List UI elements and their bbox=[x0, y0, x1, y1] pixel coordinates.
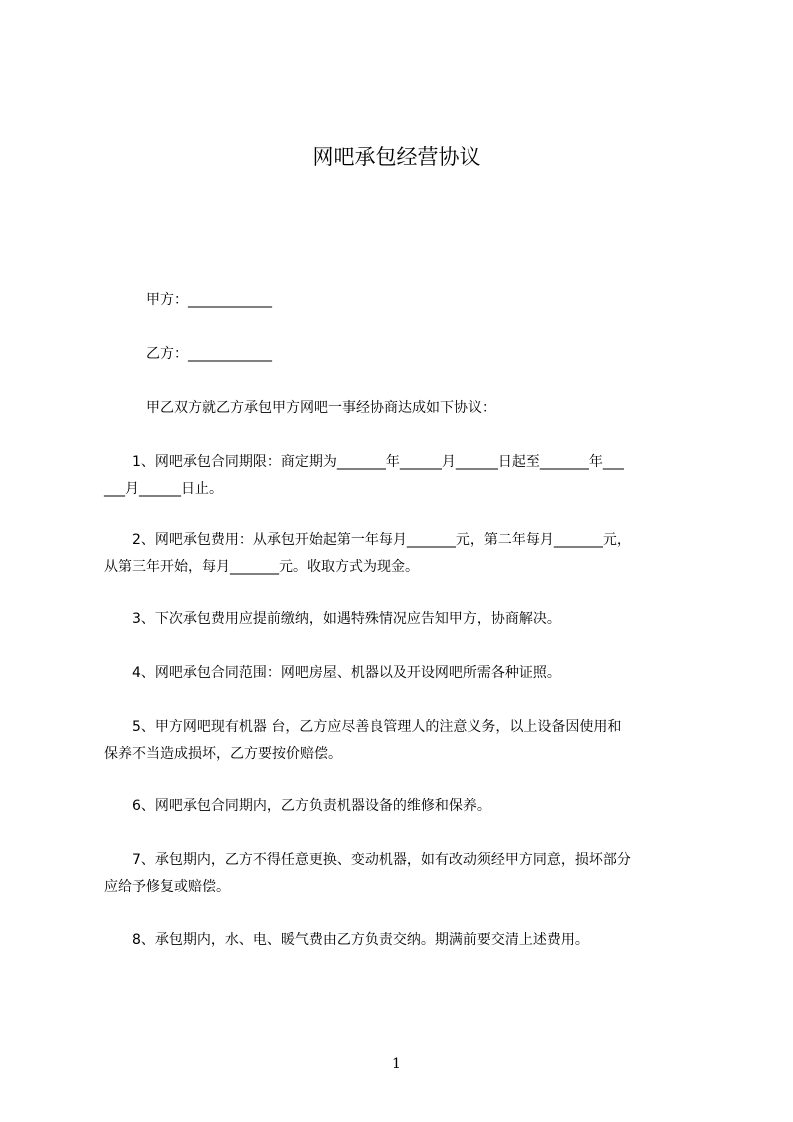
clause-5-line-2: 保养不当造成损坏，乙方要按价赔偿。 bbox=[104, 746, 342, 762]
clause-7-line-1: 7、承包期内，乙方不得任意更换、变动机器，如有改动须经甲方同意，损坏部分 bbox=[104, 852, 631, 868]
clause-4-line: 4、网吧承包合同范围：网吧房屋、机器以及开设网吧所需各种证照。 bbox=[104, 665, 561, 681]
clause-7-line-2: 应给予修复或赔偿。 bbox=[104, 879, 230, 895]
party-b-line: 乙方：____________ bbox=[104, 346, 272, 362]
clause-5-line-1: 5、甲方网吧现有机器 台，乙方应尽善良管理人的注意义务，以上设备因使用和 bbox=[104, 719, 622, 735]
preamble-line: 甲乙双方就乙方承包甲方网吧一事经协商达成如下协议： bbox=[104, 400, 496, 416]
party-a-line: 甲方：____________ bbox=[104, 292, 272, 308]
clause-6-line: 6、网吧承包合同期内，乙方负责机器设备的维修和保养。 bbox=[104, 798, 491, 814]
clause-8-line: 8、承包期内，水、电、暖气费由乙方负责交纳。期满前要交清上述费用。 bbox=[104, 932, 589, 948]
clause-1-line-2: ___月______日止。 bbox=[104, 481, 223, 497]
clause-2-line-1: 2、网吧承包费用：从承包开始起第一年每月_______元，第二年每月_______元， bbox=[104, 532, 631, 548]
page-number: 1 bbox=[392, 1056, 401, 1072]
clause-1-line-1: 1、网吧承包合同期限：商定期为_______年______月______日起至_______年___ bbox=[104, 454, 624, 470]
clause-2-line-2: 从第三年开始，每月_______元。收取方式为现金。 bbox=[104, 559, 419, 575]
document-title: 网吧承包经营协议 bbox=[312, 145, 481, 169]
clause-3-line: 3、下次承包费用应提前缴纳，如遇特殊情况应告知甲方，协商解决。 bbox=[104, 611, 561, 627]
